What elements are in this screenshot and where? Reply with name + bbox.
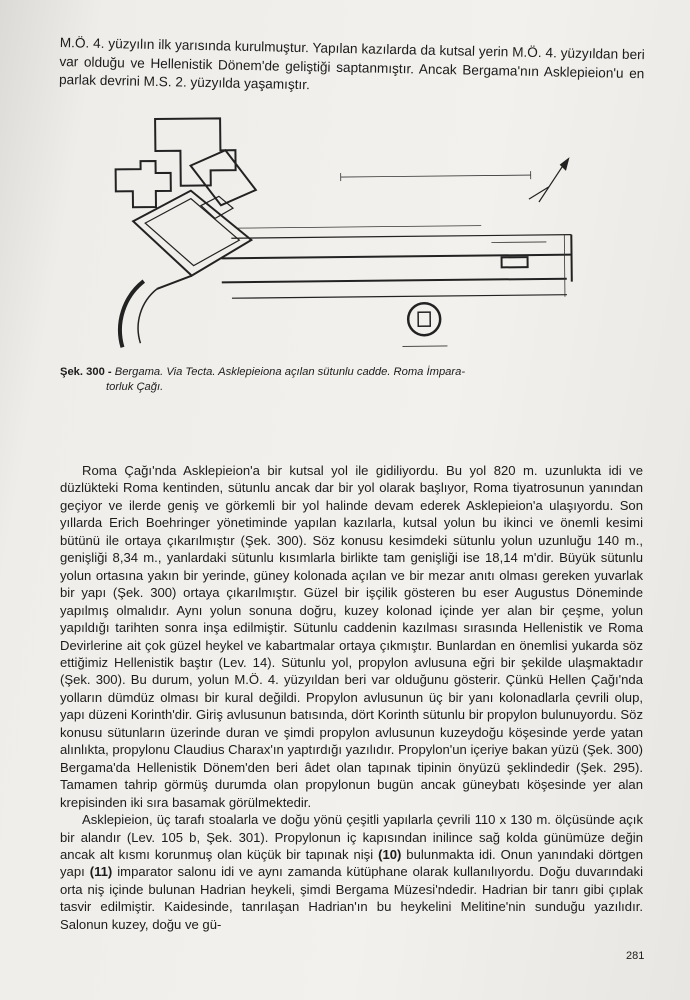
figure-caption xyxy=(60,365,530,395)
plan-street-south-wall xyxy=(222,279,567,283)
figure-caption-text-line2: torluk Çağı. xyxy=(106,381,164,393)
body-paragraph-1: Roma Çağı'nda Asklepieion'a bir kutsal yol ile gidiliyordu. Bu yol 820 m. uzunlukta idi ve düzlükteki Roma kentinden, sütunlu ancak dar bir yol olarak başlıyor, Roma tiyatrosunun yanından geçiyor ve ilerde geniş ve görkemli bir yol halinde devam ederek Asklepieion'a ulaşıyordu. Son yıllarda Erich Boehringer yönetiminde yapılan kazılarla, kutsal yolun bu ikinci ve önemli kesimi bütünü ile ortaya çıkarılmıştır (Şek. 300). Söz konusu kesimdeki sütunlu yolun uzunluğu 140 m., genişliği 8,34 m., yanlardaki sütunlu kısımlarla birlikte tam genişliği ise 18,14 m'dir. Büyük sütunlu yolun ortasına yakın bir yerinde, güney kolonada açılan ve bir mezar anıtı olması gereken yuvarlak bir yapı (Şek. 300) ortaya çıkarılmıştır. Güzel bir işçilik gösteren bu eser Augustus Döneminde yapılmış olmalıdır. Aynı yolun sonuna doğru, kuzey kolonad içinde yer alan bir çeşme, yolun yapıldığı tarihten sonra inşa edilmiştir. Sütunlu caddenin kazılması sırasında Hellenistik ve Roma Devirlerine ait çok güzel heykel ve kabartmalar ortaya çıkmıştır. Bunlardan en önemlisi yukarda söz ettiğimiz Hellenistik baştır (Lev. 14). Sütunlu yol, propylon avlusuna eğri bir şekilde ulaşmaktadır (Şek. 300). Bu durum, yolun M.Ö. 4. yüzyıldan beri var olduğunu gösterir. Çünkü Hellen Çağı'nda yolların dümdüz olması bir kural değildi. Propylon avlusunun üç bir yanı kolonadlarla çevrili olup, yapı düzeni Korinth'dir. Giriş avlusunun batısında, dört Korinth sütunlu bir propylon bulunuyordu. Söz konusu sütunların üzerinde duran ve şimdi propylon avlusunun kuzeydoğu köşesinde yerde yatan alınlıkta, propylonu Claudius Charax'ın yaptırdığı yazılıdır. Propylon'un içeriye bakan yüzü (Şek. 300) Bergama'da Hellenistik Dönem'den beri âdet olan tapınak tipinin önyüzü şeklindedir (Şek. 295). Tamamen tahrip görmüş durumda olan propylonun bugün ancak güneybatı köşesinde yer alan krepisinden iki sıra basamak görülmektedir. xyxy=(60,463,643,810)
body-text xyxy=(60,462,643,933)
intro-paragraph xyxy=(59,34,645,102)
figure-caption-label: Şek. 300 - xyxy=(60,366,112,378)
intro-text: M.Ö. 4. yüzyılın ilk yarısında kurulmuştur. Yapılan kazılarda da kutsal yerin M.Ö. 4. yüzyıldan beri var olduğu ve Hellenistik Dönem'de geliştiği saptanmıştır. Ancak Bergama'nın Asklepieion'u en parlak devrini M.S. 2. yüzyılda yaşamıştır. xyxy=(58,34,645,93)
plan-north-colonnade xyxy=(231,235,571,239)
plan-reference-11: (11) xyxy=(89,864,113,880)
plan-south-colonnade xyxy=(232,295,567,299)
plan-rooms-west xyxy=(116,161,171,208)
plan-fountain xyxy=(502,257,528,267)
plan-theatre-link xyxy=(157,276,192,289)
plan-reference-10: (10) xyxy=(378,846,402,862)
body-paragraph-2-part3: imparator salonu idi ve aynı zamanda kütüphane olarak kullanılıyordu. Doğu duvarındaki orta niş içinde bulunan Hadrian heykeli, şimdi Bergama Müzesi'ndedir. Hadrian bir tanrı gibi çıplak tasvir edilmiştir. Kaidesinde, tanrılaşan Hadrian'ın bu heykelini Melitine'nin sunduğu yazılıdır. Salonun kuzey, doğu ve gü- xyxy=(60,864,644,932)
plan-round-tomb xyxy=(408,303,440,335)
page-number: 281 xyxy=(626,950,645,962)
plan-theatre-inner xyxy=(138,289,158,343)
figure-caption-text-line1: Bergama. Via Tecta. Asklepieiona açılan sütunlu cadde. Roma İmpara- xyxy=(114,366,466,378)
site-plan-figure xyxy=(60,107,582,352)
body-paragraph-2 xyxy=(60,811,643,933)
plan-dimension-lines xyxy=(236,171,566,348)
plan-propylon-court xyxy=(133,190,252,276)
body-paragraph-2-part2: bulunmakta idi. Onun yanındaki dörtgen yapı xyxy=(60,846,643,880)
north-arrow-icon xyxy=(529,159,569,202)
body-paragraph-2-part1: Asklepieion, üç tarafı stoalarla ve doğu yönü çeşitli yapılarla çevrili 110 x 130 m. ölçüsünde açık bir alandır (Lev. 105 b, Şek. 301). Propylonun iç kapısından inilince sağ kolda günümüze değin ancak alt kısmı korunmuş olan küçük bir tapınak nişi xyxy=(60,812,643,862)
plan-tomb-chamber xyxy=(418,312,430,326)
via-tecta-plan-drawing xyxy=(60,107,582,352)
